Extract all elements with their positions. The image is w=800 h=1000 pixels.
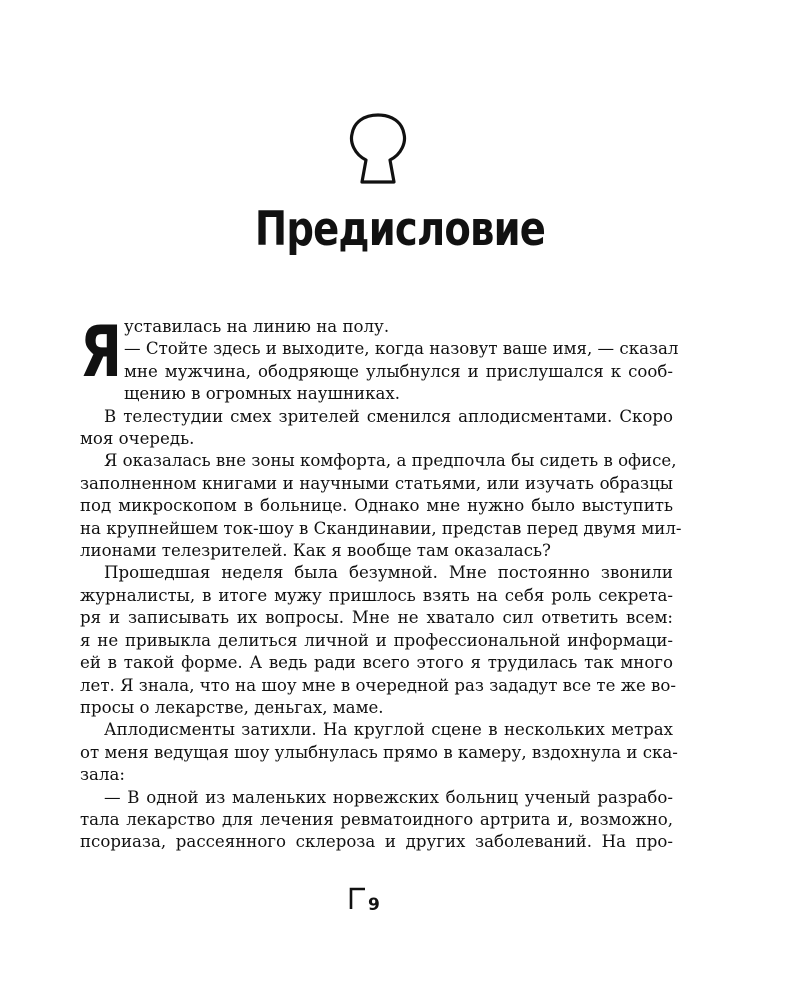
text-line: уставилась на линию на полу.: [124, 317, 390, 336]
chapter-title: Предисловие: [254, 202, 546, 257]
paragraph: [80, 562, 676, 719]
paragraph: [80, 311, 679, 406]
text-line: просы о лекарстве, деньгах, маме.: [80, 697, 384, 717]
page-number: 9: [368, 895, 380, 915]
text-line: тала лекарство для лечения ревматоидного артрита и, возможно,: [80, 809, 673, 829]
drop-cap: Я: [80, 311, 123, 393]
text-line: журналисты, в итоге мужу пришлось взять на себя роль секрета-: [80, 585, 673, 605]
text-line: под микроскопом в больнице. Однако мне нужно было выступить: [80, 496, 673, 516]
paragraph: [80, 406, 673, 451]
text-line: лионами телезрителей. Как я вообще там оказалась?: [80, 541, 551, 561]
text-line: на крупнейшем ток-шоу в Скандинавии, представ перед двумя мил-: [80, 518, 682, 538]
paragraph: [80, 719, 678, 786]
text-line: ей в такой форме. А ведь ради всего этого я трудилась так много: [80, 653, 673, 673]
text-line: заполненном книгами и научными статьями, или изучать образцы: [80, 473, 673, 493]
text-line: Я оказалась вне зоны комфорта, а предпочла бы сидеть в офисе,: [104, 451, 677, 471]
text-line: псориаза, рассеянного склероза и других заболеваний. На про-: [80, 832, 673, 852]
text-line: мне мужчина, ободряюще улыбнулся и прислушался к сооб-: [124, 361, 673, 381]
text-line: лет. Я знала, что на шоу мне в очередной раз зададут все те же во-: [80, 675, 676, 695]
text-line: зала:: [80, 765, 125, 785]
text-line: Аплодисменты затихли. На круглой сцене в нескольких метрах: [104, 720, 673, 740]
text-line: В телестудии смех зрителей сменился аплодисментами. Скоро: [104, 406, 673, 426]
text-line: я не привыкла делиться личной и профессиональной информаци-: [80, 630, 673, 650]
text-line: щению в огромных наушниках.: [124, 384, 400, 404]
text-line: — Стойте здесь и выходите, когда назовут ваше имя, — сказал: [124, 339, 679, 359]
text-line: ря и записывать их вопросы. Мне не хватало сил ответить всем:: [80, 608, 673, 628]
paragraph: [80, 450, 682, 562]
text-line: моя очередь.: [80, 429, 195, 449]
keyhole-icon: [348, 112, 408, 188]
paragraph: [80, 787, 673, 854]
text-line: Прошедшая неделя была безумной. Мне постоянно звонили: [104, 563, 673, 583]
text-line: — В одной из маленьких норвежских больниц ученый разрабо-: [104, 787, 673, 807]
folio-corner-icon: [349, 887, 365, 909]
text-line: от меня ведущая шоу улыбнулась прямо в камеру, вздохнула и ска-: [80, 742, 678, 762]
body-text: [80, 311, 682, 854]
